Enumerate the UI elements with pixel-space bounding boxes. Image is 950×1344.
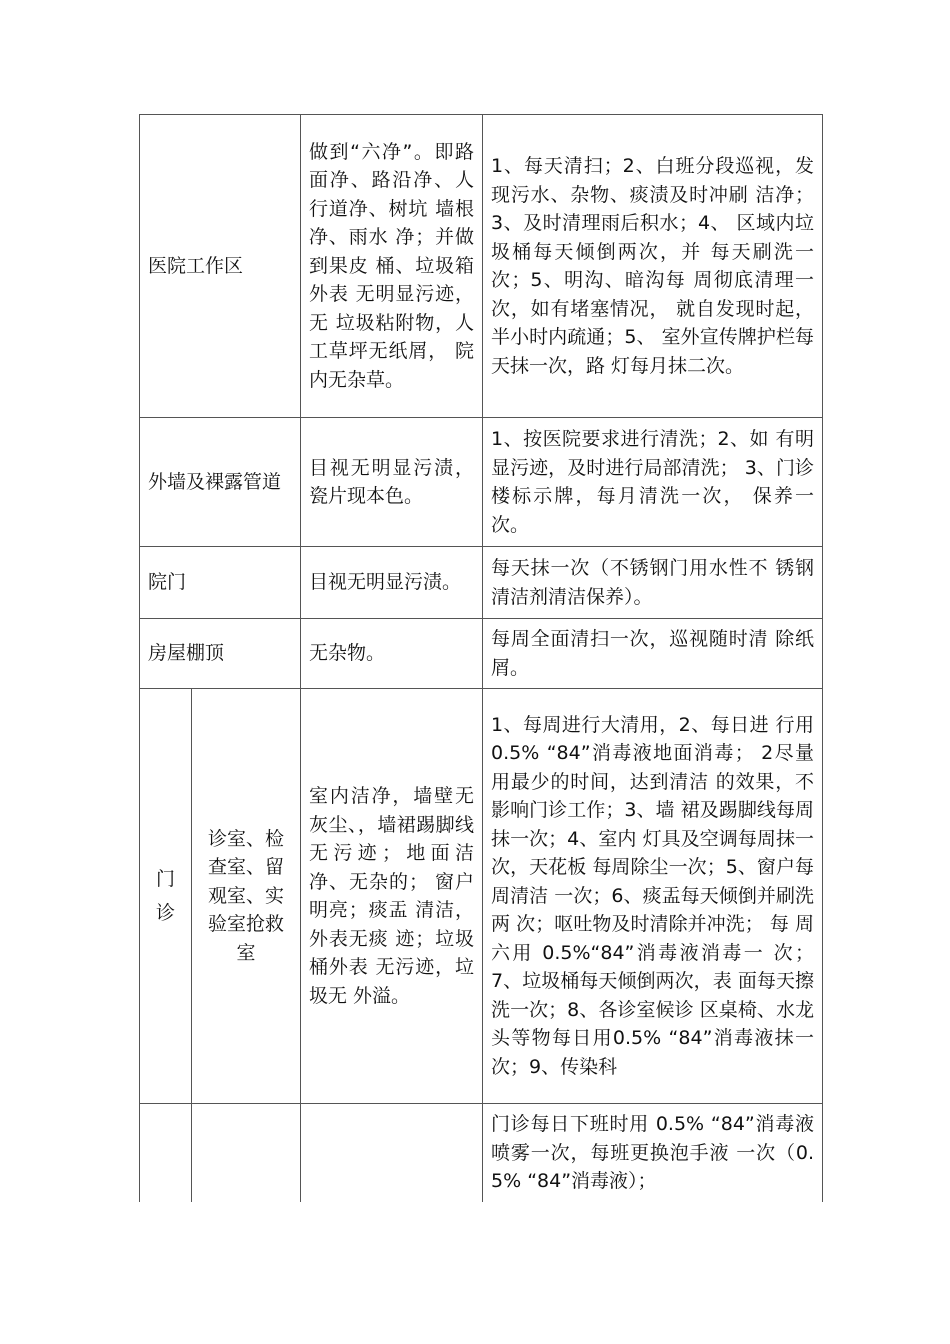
table-row bbox=[140, 547, 823, 619]
area-cell bbox=[192, 1104, 301, 1202]
standard-cell: 做到“六净”。即路面净、路沿净、人行道净、树坑 墙根净、雨水 净；并做到果皮 桶、垃圾箱外表 无明显污迹，无 垃圾粘附物，人 工草坪无纸屑， 院内无杂草。 bbox=[301, 115, 483, 418]
requirement-cell: 每周全面清扫一次，巡视随时清 除纸屑。 bbox=[483, 619, 823, 689]
standard-cell: 无杂物。 bbox=[301, 619, 483, 689]
requirement-cell: 1、每周进行大清用，2、每日进 行用0.5% “84”消毒液地面消毒； 2尽量用最少的时间，达到清洁 的效果，不影响门诊工作；3、墙 裙及踢脚线每周抹一次；4、室内 灯具及空调每周抹一次，天花板 每周除尘一次；5、窗户每周清洁 一次；6、痰盂每天倾倒并刷洗两 次；呕吐物及时清除并冲洗； 每 周六用 0.5%“84”消毒液消毒一 次；7、垃圾桶每天倾倒两次，表 面每天擦洗一次；8、各诊室候诊 区桌椅、水龙头等物每日用0.5% “84”消毒液抹一次；9、传染科 bbox=[483, 689, 823, 1104]
table-row bbox=[140, 115, 823, 418]
standard-cell bbox=[301, 1104, 483, 1202]
standard-cell: 目视无明显污渍。 bbox=[301, 547, 483, 619]
group-label-cell bbox=[140, 689, 192, 1104]
table-row bbox=[140, 619, 823, 689]
area-cell: 院门 bbox=[140, 547, 301, 619]
area-cell: 医院工作区 bbox=[140, 115, 301, 418]
area-cell: 诊室、检查室、留观室、实验室抢救室 bbox=[192, 689, 301, 1104]
requirement-cell: 门诊每日下班时用 0.5% “84”消毒液喷雾一次，每班更换泡手液 一次（0.5% “84”消毒液）； bbox=[483, 1104, 823, 1202]
requirement-cell: 1、每天清扫；2、白班分段巡视，发现污水、杂物、痰渍及时冲刷 洁净；3、及时清理雨后积水；4、 区域内垃圾桶每天倾倒两次，并 每天刷洗一次；5、明沟、暗沟每 周彻底清理一次，如有堵塞情况， 就自发现时起，半小时内疏通；5、 室外宣传牌护栏每天抹一次，路 灯每月抹二次。 bbox=[483, 115, 823, 418]
area-cell: 房屋棚顶 bbox=[140, 619, 301, 689]
area-cell: 外墙及裸露管道 bbox=[140, 418, 301, 547]
requirement-cell: 每天抹一次（不锈钢门用水性不 锈钢清洁剂清洁保养）。 bbox=[483, 547, 823, 619]
standard-cell: 室内洁净，墙壁无灰尘、，墙裙踢脚线无污迹；地面洁净、无杂的； 窗户明亮；痰盂 清洁，外表无痰 迹；垃圾桶外表 无污迹，垃圾无 外溢。 bbox=[301, 689, 483, 1104]
table-row bbox=[140, 1104, 823, 1202]
standard-cell: 目视无明显污渍，瓷片现本色。 bbox=[301, 418, 483, 547]
requirement-cell: 1、按医院要求进行清洗；2、如 有明显污迹，及时进行局部清洗； 3、门诊楼标示牌，每月清洗一次， 保养一次。 bbox=[483, 418, 823, 547]
group-label-cell bbox=[140, 1104, 192, 1202]
group-label-char: 门 bbox=[155, 868, 175, 890]
table-row bbox=[140, 689, 823, 1104]
table-row bbox=[140, 418, 823, 547]
group-label-char: 诊 bbox=[155, 902, 175, 924]
cleaning-standards-table bbox=[139, 114, 823, 1202]
